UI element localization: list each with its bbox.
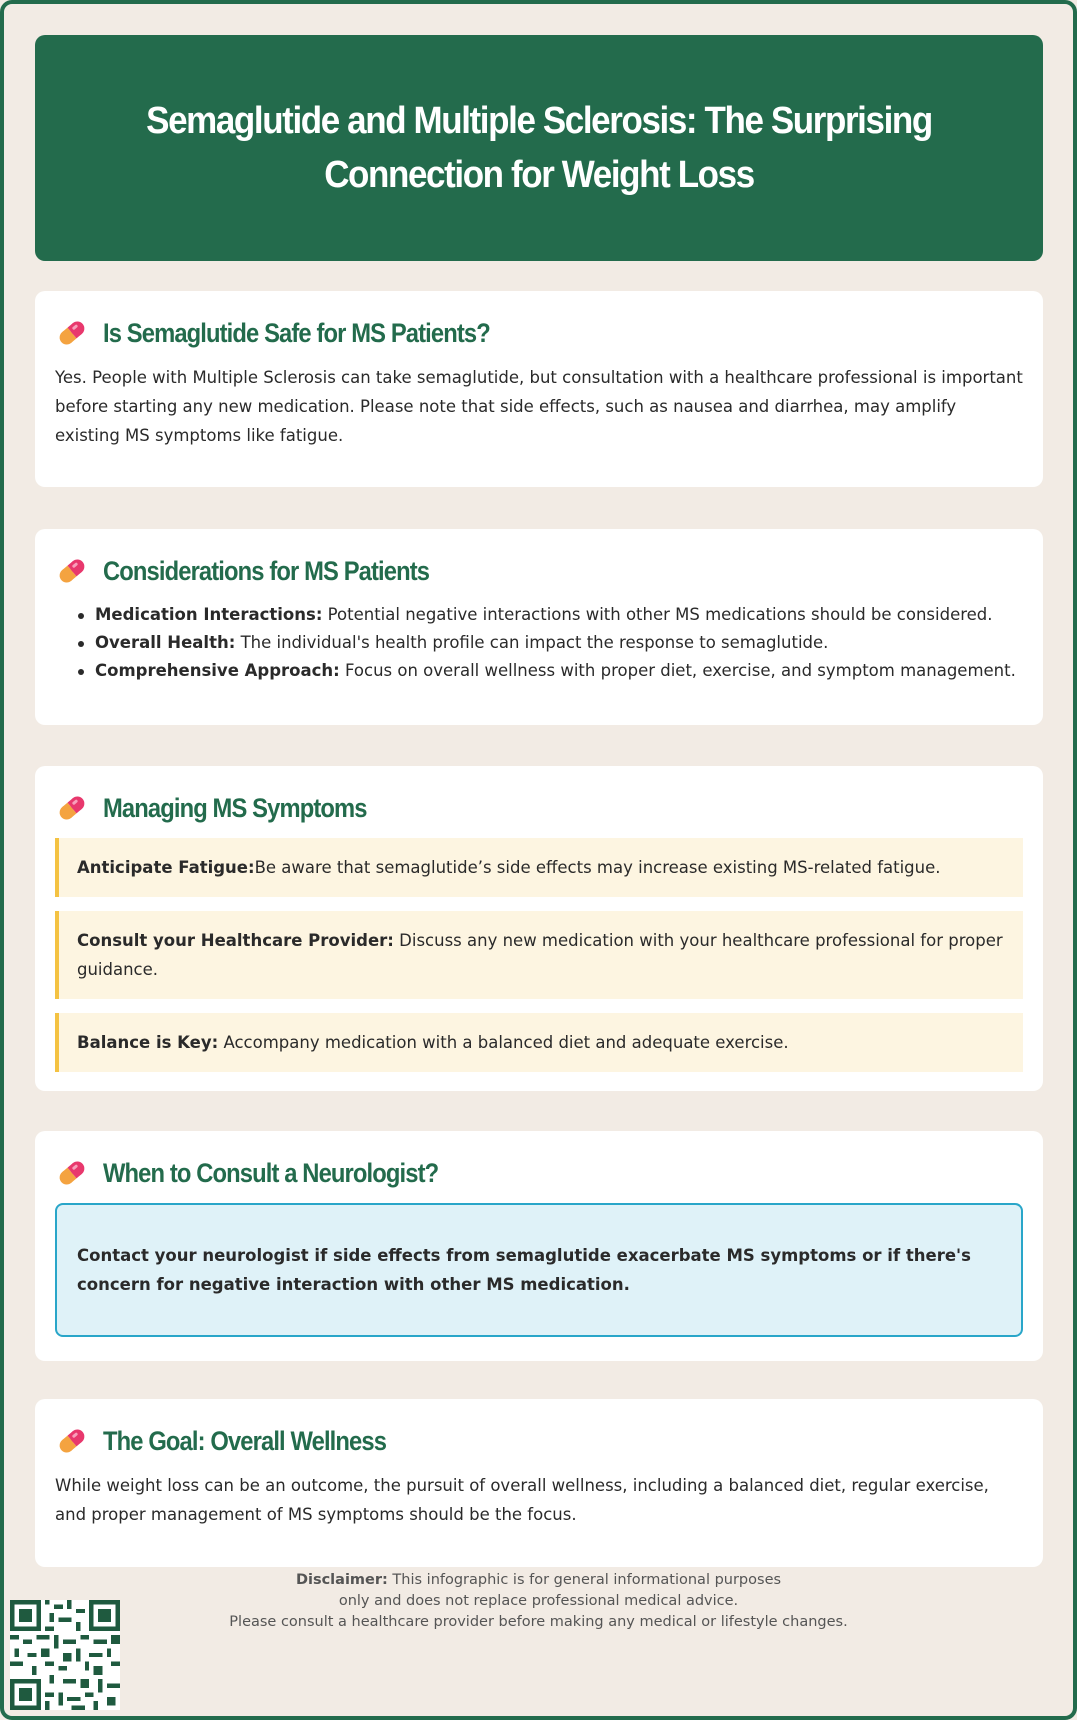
item-label: Medication Interactions: [95,605,323,624]
pill-icon [55,1156,89,1190]
section-header [55,788,1023,828]
section-title: Is Semaglutide Safe for MS Patients? [103,317,490,348]
neurologist-callout: Contact your neurologist if side effects from semaglutide exacerbate MS symptoms or if there's concern for negative interaction with other MS medication. [55,1203,1023,1337]
tip-text: Discuss any new medication with your healthcare professional for proper guidance. [77,931,1003,979]
disclaimer-line: Please consult a healthcare provider before making any medical or lifestyle changes. [229,1614,848,1630]
tip-box [55,911,1023,999]
pill-icon [55,791,89,825]
section-title: The Goal: Overall Wellness [103,1425,387,1456]
pill-icon [55,1424,89,1458]
section-header [55,1421,1023,1461]
considerations-list [55,601,1023,685]
infographic [35,35,1043,1524]
pill-icon [55,316,89,350]
disclaimer [0,1570,1077,1633]
item-text: The individual's health profile can impact the response to semaglutide. [235,633,829,652]
tip-label: Anticipate Fatigue: [77,858,255,877]
item-label: Comprehensive Approach: [95,661,340,680]
list-item [75,657,1023,685]
tip-label: Balance is Key: [77,1033,219,1052]
tip-box [55,838,1023,897]
tip-box [55,1013,1023,1072]
section-body: While weight loss can be an outcome, the pursuit of overall wellness, including a balanced diet, regular exercise, and proper management of MS symptoms should be the focus. [55,1476,989,1524]
tips-list [55,838,1023,1072]
section-goal [35,1399,1043,1567]
section-header [55,1153,1023,1193]
disclaimer-label: Disclaimer: [295,1572,388,1588]
tip-text: Be aware that semaglutide’s side effects may increase existing MS-related fatigue. [254,858,941,877]
list-item [75,629,1023,657]
section-header [55,313,1023,353]
section-neurologist [35,1131,1043,1361]
item-text: Potential negative interactions with other MS medications should be considered. [322,605,993,624]
item-text: Focus on overall wellness with proper diet, exercise, and symptom management. [339,661,1016,680]
pill-icon [55,554,89,588]
tip-text: Accompany medication with a balanced diet and adequate exercise. [218,1033,789,1052]
item-label: Overall Health: [95,633,236,652]
section-safety [35,291,1043,487]
section-header [55,551,1023,591]
section-body: Yes. People with Multiple Sclerosis can take semaglutide, but consultation with a healthcare professional is important before starting any new medication. Please note that side effects, such as nausea and diarrhea, may amplify existing MS symptoms like fatigue. [55,368,1023,445]
list-item [75,601,1023,629]
disclaimer-line: only and does not replace professional medical advice. [338,1593,739,1609]
page-title: Semaglutide and Multiple Sclerosis: The Surprising Connection for Weight Loss [146,100,932,196]
section-title: Considerations for MS Patients [103,555,430,586]
section-considerations [35,529,1043,725]
section-title: Managing MS Symptoms [103,792,367,823]
tip-label: Consult your Healthcare Provider: [77,931,394,950]
header-banner [35,35,1043,261]
section-managing [35,766,1043,1091]
disclaimer-line: This infographic is for general informational purposes [387,1572,782,1588]
section-title: When to Consult a Neurologist? [103,1157,439,1188]
qr-code-icon[interactable] [10,1600,120,1710]
